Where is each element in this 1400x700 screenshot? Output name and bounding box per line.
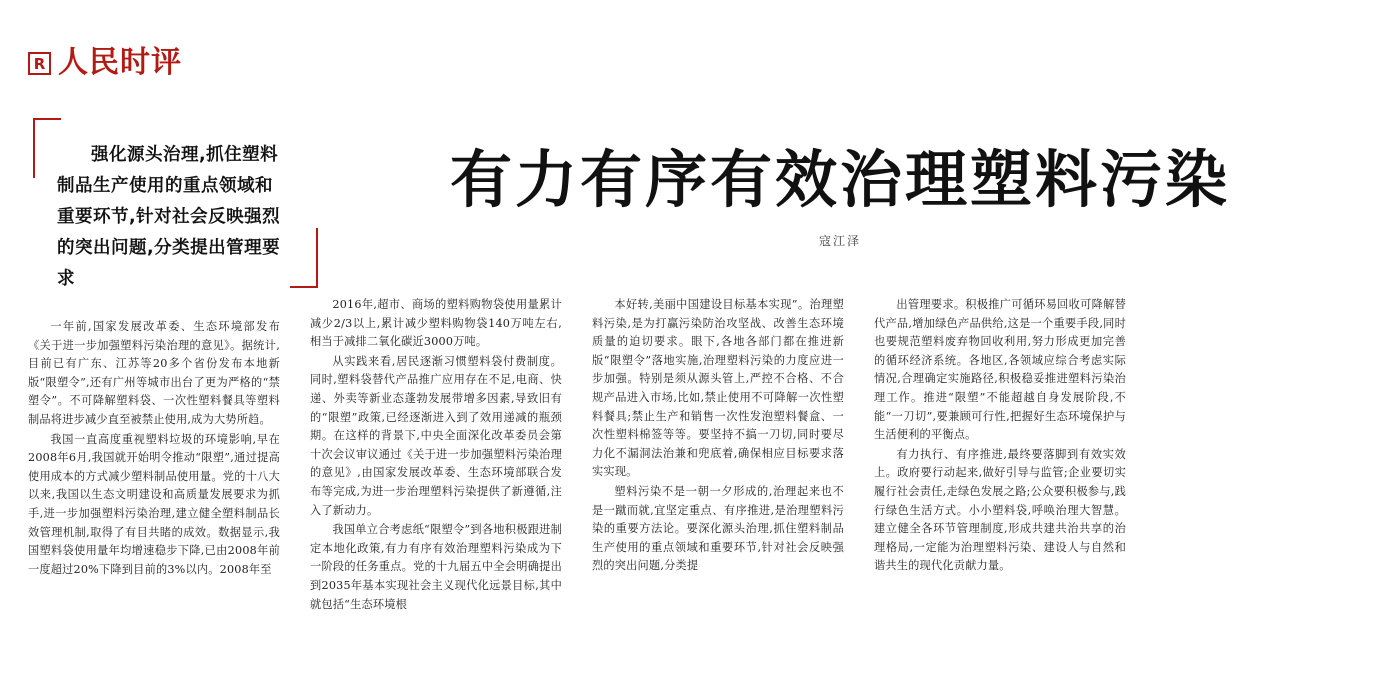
paragraph: 2016年,超市、商场的塑料购物袋使用量累计减少2/3以上,累计减少塑料购物袋140万吨左右,相当于减排二氧化碳近3000万吨。 [310,298,562,349]
paragraph: 我国单立合考虑纸“限塑令”到各地积极跟进制定本地化政策,有力有序有效治理塑料污染成为下一阶段的任务重点。党的十九届五中全会明确提出到2035年基本实现社会主义现代化远景目标,其中就包括“生态环境根 [310,523,562,611]
paragraph: 有力执行、有序推进,最终要落脚到有效实效上。政府要行动起来,做好引导与监管;企业要切实履行社会责任,走绿色发展之路;公众要积极参与,践行绿色生活方式。小小塑料袋,呼唤治理大智慧。建立健全各环节管理制度,形成共建共治共享的治理格局,一定能为治理塑料污染、建设人与自然和谐共生的现代化贡献力量。 [874,447,1126,573]
article-column-3 [592,296,844,688]
article-headline: 有力有序有效治理塑料污染 [449,143,1230,216]
pull-quote-bracket-bottom-right [290,228,318,288]
people-daily-logo-icon: R [28,52,51,75]
paragraph: 从实践来看,居民逐渐习惯塑料袋付费制度。同时,塑料袋替代产品推广应用存在不足,电商、快递、外卖等新业态蓬勃发展带增多因素,导致旧有的“限塑”政策,已经逐渐进入到了效用递减的瓶颈期。在这样的背景下,中央全面深化改革委员会第十次会议审议通过《关于进一步加强塑料污染治理的意见》,由国家发展改革委、生态环境部联合发布等完成,为进一步治理塑料污染提供了新遵循,注入了新动力。 [310,354,562,517]
pull-quote [33,118,318,288]
article-column-4 [874,296,1126,688]
masthead [28,45,182,80]
paragraph: 一年前,国家发展改革委、生态环境部发布《关于进一步加强塑料污染治理的意见》。据统计,目前已有广东、江苏等20多个省份发布本地新版“限塑令”,还有广州等城市出台了更为严格的“禁塑令”。不可降解塑料袋、一次性塑料餐具等塑料制品将进步减少直至被禁止使用,成为大势所趋。 [28,320,280,426]
paragraph: 本好转,美丽中国建设目标基本实现”。治理塑料污染,是为打赢污染防治攻坚战、改善生态环境质量的迫切要求。眼下,各地各部门都在推进新版“限塑令”落地实施,治理塑料污染的力度应进一步加强。特别是须从源头管上,严控不合格、不合规产品进入市场,比如,禁止使用不可降解一次性塑料餐具;禁止生产和销售一次性发泡塑料餐盒、一次性塑料棉签等等。要坚持不搞一刀切,同时要尽力化不漏洞法治兼和兜底着,确保相应目标要求落实实现。 [592,298,844,479]
article-body [28,296,1372,688]
paragraph: 塑料污染不是一朝一夕形成的,治理起来也不是一蹴而就,宜坚定重点、有序推进,是治理塑料污染的重要方法论。要深化源头治理,抓住塑料制品生产使用的重点领域和重要环节,针对社会反映强烈的突出问题,分类提 [592,484,844,573]
paragraph: 出管理要求。积极推广可循环易回收可降解替代产品,增加绿色产品供给,这是一个重要手段,同时也要规范塑料废弃物回收利用,努力形成更加完善的循环经济系统。各地区,各领域应综合考虑实际情况,合理确定实施路径,积极稳妥推进塑料污染治理工作。推进“限塑”不能超越自身发展阶段,不能“一刀切”,要兼顾可行性,把握好生态环境保护与生活便利的平衡点。 [874,298,1126,442]
pull-quote-text: 强化源头治理,抓住塑料制品生产使用的重点领域和重要环节,针对社会反映强烈的突出问题,分类提出管理要求 [57,145,281,289]
article-column-2 [310,296,562,688]
paragraph: 我国一直高度重视塑料垃圾的环境影响,早在2008年6月,我国就开始明令推动“限塑”,通过提高使用成本的方式减少塑料制品使用量。党的十八大以来,我国以生态文明建设和高质量发展要求为抓手,进一步加强塑料污染治理,建立健全塑料制品长效管理机制,取得了有目共睹的成效。数据显示,我国塑料袋使用量年均增速稳步下降,已由2008年前一度超过20%下降到目前的3%以内。2008年至 [28,432,280,576]
article-byline: 寇江泽 [818,234,861,248]
article-column-1 [28,296,280,688]
masthead-title: 人民时评 [58,45,182,80]
